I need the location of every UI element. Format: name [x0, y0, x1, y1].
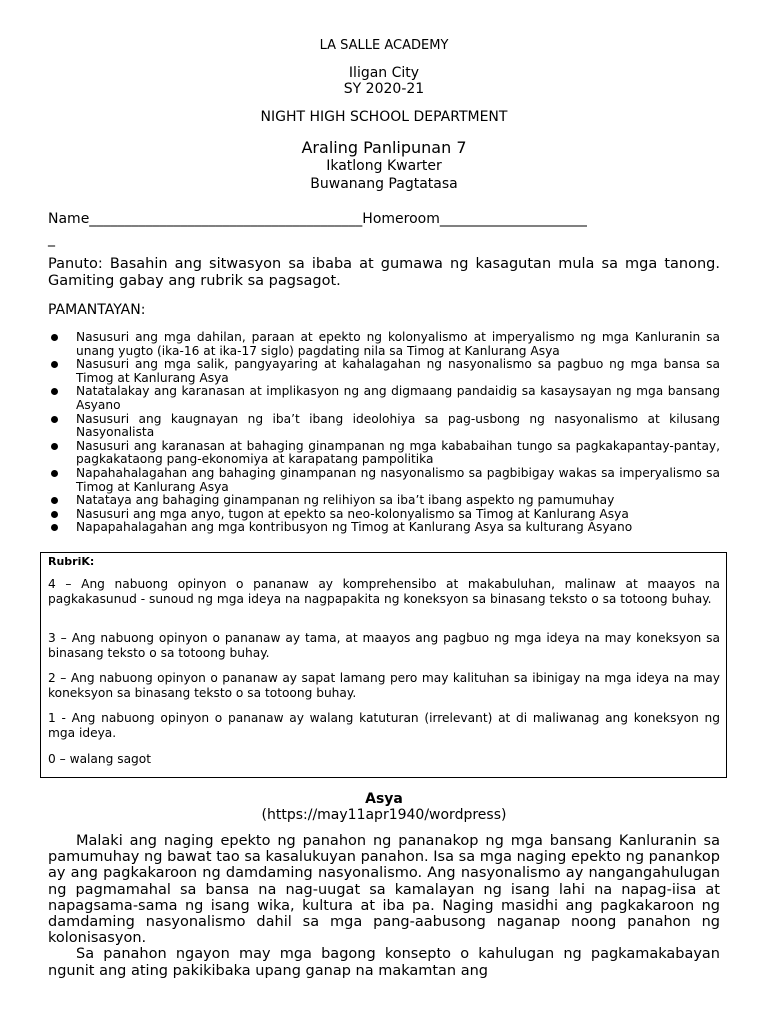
reading-title: Asya [365, 791, 403, 807]
list-item [48, 521, 720, 535]
standard-text: Natataya ang bahaging ginampanan ng relihiyon sa iba’t ibang aspekto ng pamumuhay [76, 493, 615, 508]
list-item [48, 467, 720, 494]
bullet-icon [51, 443, 58, 450]
rubric-level-3: 3 – Ang nabuong opinyon o pananaw ay tama, at maayos ang pagbuo ng mga ideya na may koneksyon sa binasang teksto o sa totoong buhay. [48, 631, 720, 660]
school-name: LA SALLE ACADEMY [319, 38, 449, 53]
reading-passage [48, 833, 720, 979]
bullet-icon [51, 470, 58, 477]
passage-paragraph: Sa panahon ngayon may mga bagong konsepto o kahulugan ng pagkamakabayan ngunit ang ating pakikibaka upang ganap na makamtan ang [48, 946, 720, 979]
rubric-title: RubriK: [48, 555, 95, 568]
standard-text: Natatalakay ang karanasan at implikasyon ng ang digmaang pandaidig sa kasaysayan ng mga bansang Asyano [76, 384, 720, 412]
standard-text: Nasusuri ang kaugnayan ng iba’t ibang ideolohiya sa pag-usbong ng nasyonalismo at kilusang Nasyonalista [76, 411, 720, 440]
standard-text: Napahahalagahan ang bahaging ginampanan ng nasyonalismo sa pagbibigay wakas sa imperyalismo sa Timog at Kanlurang Asya [76, 465, 720, 494]
list-item [48, 331, 720, 358]
school-year: SY 2020-21 [343, 81, 425, 97]
list-item [48, 358, 720, 385]
rubric-level-2: 2 – Ang nabuong opinyon o pananaw ay sapat lamang pero may kalituhan sa ibinigay na mga ideya na may koneksyon sa binasang teksto o sa totoong buhay. [48, 671, 720, 700]
bullet-icon [51, 361, 58, 368]
standard-text: Napapahalagahan ang mga kontribusyon ng Timog at Kanlurang Asya sa kulturang Asyano [76, 520, 633, 535]
bullet-icon [51, 416, 58, 423]
name-homeroom-field: Name_______________________________________Homeroom_____________________ [48, 211, 587, 227]
bullet-icon [51, 388, 58, 395]
rubric-level-1: 1 - Ang nabuong opinyon o pananaw ay walang katuturan (irrelevant) at di maliwanag ang koneksyon ng mga ideya. [48, 711, 720, 740]
school-city: Iligan City [348, 65, 420, 81]
rubric-level-0: 0 – walang sagot [48, 752, 152, 766]
rubric-box [40, 552, 727, 778]
standard-text: Nasusuri ang mga dahilan, paraan at epekto ng kolonyalismo at imperyalismo ng mga Kanluranin sa unang yugto (ika-16 at ika-17 siglo) pagdating nila sa Timog at Kanlurang Asya [76, 330, 720, 358]
department-name: NIGHT HIGH SCHOOL DEPARTMENT [260, 109, 508, 125]
rubric-level-4: 4 – Ang nabuong opinyon o pananaw ay komprehensibo at makabuluhan, malinaw at maayos na pagkakasunud - sunoud ng mga ideya na nagpapakita ng koneksyon sa binasang teksto o sa totoong buhay. [48, 577, 720, 606]
name-field-continuation: _ [48, 231, 55, 247]
bullet-icon [51, 334, 58, 341]
standards-heading: PAMANTAYAN: [48, 302, 146, 318]
standard-text: Nasusuri ang mga salik, pangyayaring at kahalagahan ng nasyonalismo sa pagbuo ng mga bansa sa Timog at Kanlurang Asya [76, 357, 720, 385]
bullet-icon [51, 497, 58, 504]
standard-text: Nasusuri ang karanasan at bahaging ginampanan ng mga kababaihan tungo sa pagkakapantay-pantay, pagkakataong pang-ekonomiya at karapatang pampolitika [76, 438, 720, 467]
passage-paragraph: Malaki ang naging epekto ng panahon ng pananakop ng mga bansang Kanluranin sa pamumuhay ng bawat tao sa kasalukuyan panahon. Isa sa mga naging epekto ng panankop ay ang pagkakaroon ng damdaming nasyonalismo. Ang nasyonalismo ay nangangahulugan ng pagmamahal sa bansa na nag-uugat sa kamalayan ng isang lahi na napag-iisa at napagsama-sama ng isang wika, kultura at iba pa. Naging masidhi ang pagkakaroon ng damdaming nasyonalismo dahil sa mga pang-aabusong naganap noong panahon ng kolonisasyon. [48, 833, 720, 947]
quarter-label: Ikatlong Kwarter [326, 158, 442, 174]
instructions-text: Panuto: Basahin ang sitwasyon sa ibaba at gumawa ng kasagutan mula sa mga tanong. Gamiting gabay ang rubrik sa pagsagot. [48, 256, 720, 289]
list-item [48, 385, 720, 412]
assessment-label: Buwanang Pagtatasa [310, 176, 458, 192]
reading-source: (https://may11apr1940/wordpress) [261, 807, 507, 823]
list-item [48, 413, 720, 440]
bullet-icon [51, 524, 58, 531]
list-item [48, 440, 720, 467]
standards-list [48, 331, 720, 535]
list-item [48, 508, 720, 522]
list-item [48, 494, 720, 508]
subject-title: Araling Panlipunan 7 [301, 138, 467, 157]
bullet-icon [51, 511, 58, 518]
standard-text: Nasusuri ang mga anyo, tugon at epekto sa neo-kolonyalismo sa Timog at Kanlurang Asya [76, 506, 629, 521]
